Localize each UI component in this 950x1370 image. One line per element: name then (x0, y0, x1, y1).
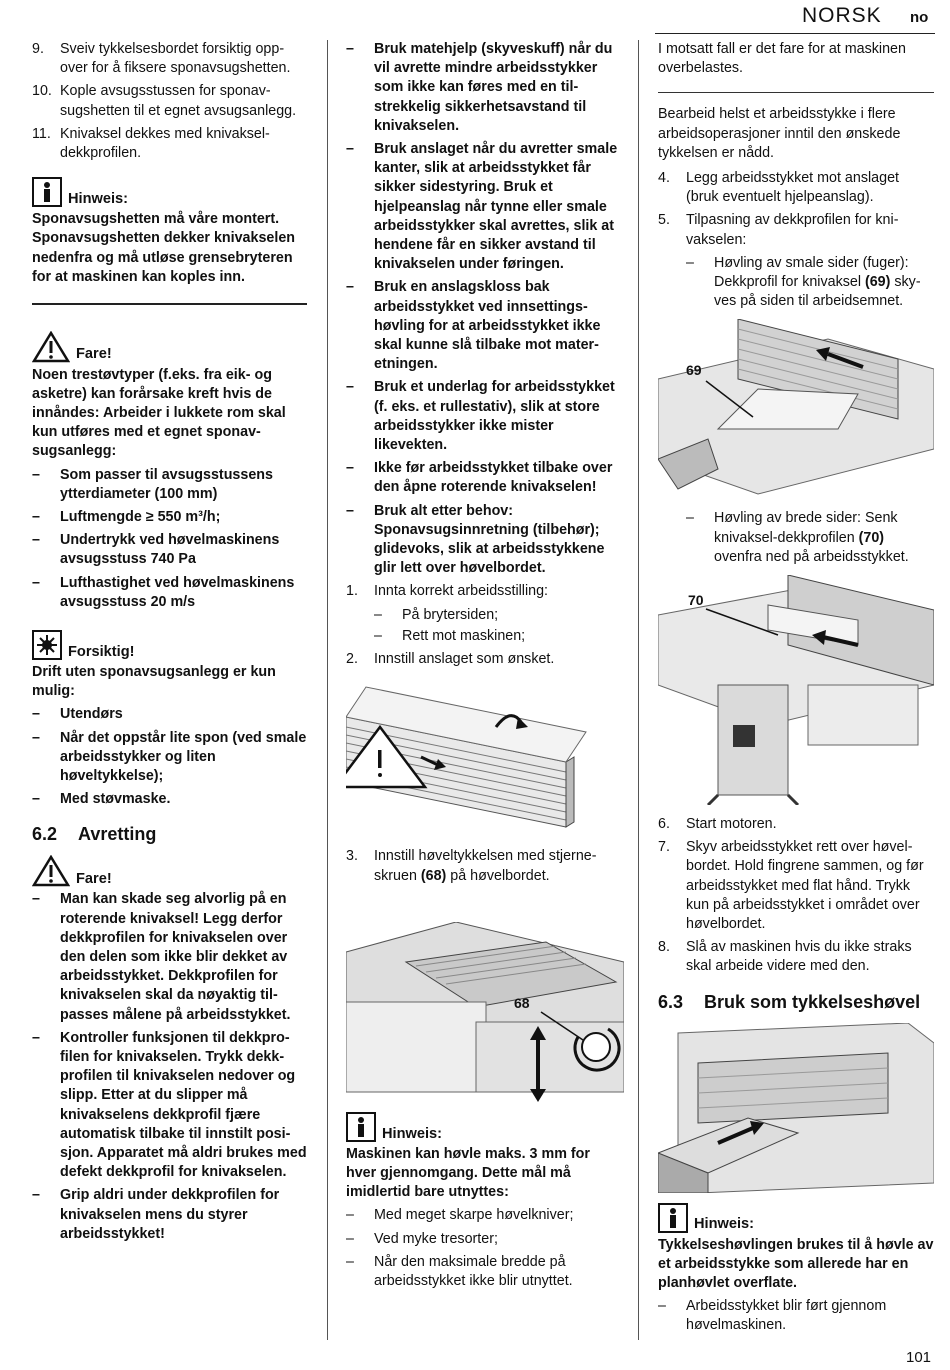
figure-wide-side-guard (658, 575, 934, 805)
info-icon (32, 177, 62, 207)
section-heading-6-2: 6.2 Avretting (32, 824, 157, 845)
step-1: 1. Innta korrekt arbeidsstilling: (346, 583, 549, 600)
intro-text: I motsatt fall er det fare for at maskinen overbelastes. (658, 41, 906, 77)
step-2: 2. Innstill anslaget som ønsket. (346, 651, 555, 668)
divider (658, 92, 934, 93)
step-10: 10. Kople avsugsstussen for sponavsugshetten til et egnet avsugsanlegg. (32, 83, 297, 119)
column-3: I motsatt fall er det fare for at maskinen overbelastes. Bearbeid helst et arbeidsstykke i flere arbeidsoperasjoner inntil den ønskede tykkelsen er nådd. 4. Legg arbeidsstykket mot anslaget (bruk eventuelt hjelpeanslag). 5. Tilpasning av dekkprofilen for knivakselen: – Høvling av smale sider (fuger): Dekkprofil for knivaksel (69) skyves på siden til arbeidsemnet. 69 – Høvling av brede sider: Senk knivaksel-dekkprofilen (70) ovenfra ned på arbeidsstykket. 70 6. Start motoren. 7. Skyv arbeidsstykket rett over høvelbordet. Hold fingrene sammen, og før arbeidsstykket med flat hånd. Trykk kun på arbeidsstykket i området over høvelbordet. 8. Slå av maskinen hvis du ikke straks skal arbeide videre med den. 6.3 Bruk som tykkelseshøvel Hinweis: Tykkelseshøvlingen brukes til å høvle av et arbeidsstykke som allerede har en planhøvlet overflate. – Arbeidsstykket blir ført gjennom høvelmaskinen. (658, 40, 934, 1340)
callout-68: 68 (514, 994, 530, 1011)
column-divider (638, 40, 639, 1340)
figure-narrow-side-guard (658, 319, 934, 499)
step-9: 9. Sveiv tykkelsesbordet forsiktig oppover for å fiksere sponavsugshetten. (32, 41, 291, 77)
info-icon (658, 1203, 688, 1233)
header-language: no (910, 9, 929, 26)
note-hinweis-2: Hinweis: Maskinen kan høvle maks. 3 mm for hver gjennomgang. Dette mål må imidlertid bare utnyttes: – Med meget skarpe høvelkniver; – Ved myke tresorter; – Når den maksimale bredde på arbeidsstykket ikke blir utnyttet. (346, 1112, 624, 1291)
figure-thicknessing (658, 1023, 934, 1193)
warning-fare-2: Fare! – Man kan skade seg alvorlig på en roterende knivaksel! Legg derfor dekkprofilen for knivakselen over den delen som ikke blir dekket av arbeidsstykket. Dekkprofilen for knivakselen skal da nøyaktig tilpasses målene på arbeidsstykket. – Kontroller funksjonen til dekkprofilen for knivakselen. Trykk dekkprofilen til knivakselen nedover og slipp. Etter at du slipper må knivakselens dekkprofil fjære automatisk tilbake til innstilt posisjon. Apparatet må aldri brukes med defekt dekkprofil for knivakselen. – Grip aldri under dekkprofilen for knivakselen mens du styrer arbeidsstykket! (32, 855, 307, 1244)
callout-69: 69 (686, 362, 702, 379)
warning-triangle-icon (32, 855, 70, 887)
figure-thickness-knob (346, 922, 624, 1102)
step-11: 11. Knivaksel dekkes med knivakseldekkprofilen. (32, 125, 270, 162)
column-2: – Bruk matehjelp (skyveskuff) når du vil avrette mindre arbeidsstykker som ikke kan føres med en tilstrekkelig sikkerhetsavstand til knivakselen. – Bruk anslaget når du avretter smale kanter, slik at arbeidsstykket får sikker sidestyring. Bruk et hjelpeanslag når tynne eller smale arbeidsstykker skal avrettes, slik at hendene får en sikker avstand til knivakselen under føringen. – Bruk en anslagskloss bak arbeidsstykket ved innsettingshøvling for at arbeidsstykket ikke skal kunne slå tilbake mot materetningen. – Bruk et underlag for arbeidsstykket (f. eks. et rullestativ), slik at store arbeidsstykker ikke mister likevekten. – Ikke før arbeidsstykket tilbake over den åpne roterende knivakselen! – Bruk alt etter behov: Sponavsugsinnretning (tilbehør); glidevoks, slik at arbeidsstykkene glir lett over høvelbordet. 1. Innta korrekt arbeidsstilling: – På brytersiden; – Rett mot maskinen; 2. Innstill anslaget som ønsket. 3. Innstill høveltykkelsen med stjerneskruen (68) på høvelbordet. 68 Hinweis: Maskinen kan høvle maks. 3 mm for hver gjennomgang. Dette mål må imidlertid bare utnyttes: – Med meget skarpe høvelkniver; – Ved myke tresorter; – Når den maksimale bredde på arbeidsstykket ikke blir utnyttet. (346, 40, 624, 1295)
divider (32, 303, 307, 305)
header-rule (655, 33, 935, 34)
caution-icon (32, 630, 62, 660)
caution-forsiktig: Forsiktig! Drift uten sponavsugsanlegg er kun mulig: – Utendørs – Når det oppstår lite spon (ved smale arbeidsstykker og liten høveltykkelse); – Med støvmaske. (32, 630, 307, 809)
page-number: 101 (906, 1349, 932, 1366)
note-hinweis-1: Hinweis: Sponavsugshetten må våre montert. Sponavsugshetten dekker knivakselen nedenfra og må utløse grensebryteren for at maskinen kan koples inn. (32, 177, 307, 287)
figure-fence-adjustment (346, 677, 624, 837)
warning-fare-1: Fare! Noen trestøvtyper (f.eks. fra eik- og asketre) kan forårsake kreft hvis de innåndes: Arbeider i lukkete rom skal kun utføres med et egnet sponavsugsanlegg: – Som passer til avsugsstussens ytterdiameter (100 mm) – Luftmengde ≥ 550 m³/h; – Undertrykk ved høvelmaskinens avsugsstuss 740 Pa – Lufthastighet ved høvelmaskinens avsugsstuss 20 m/s (32, 331, 307, 612)
info-icon (346, 1112, 376, 1142)
column-1 (32, 40, 307, 1248)
callout-70: 70 (688, 592, 704, 609)
note-hinweis-3: Hinweis: Tykkelseshøvlingen brukes til å høvle av et arbeidsstykke som allerede har en planhøvlet overflate. – Arbeidsstykket blir ført gjennom høvelmaskinen. (658, 1203, 934, 1336)
step-3: 3. Innstill høveltykkelsen med stjerneskruen (68) på høvelbordet. (346, 848, 597, 884)
paragraph: Bearbeid helst et arbeidsstykke i flere arbeidsoperasjoner inntil den ønskede tykkelsen er nådd. (658, 106, 901, 161)
warning-triangle-icon (32, 331, 70, 363)
section-heading-6-3: 6.3 Bruk som tykkelseshøvel (658, 991, 921, 1012)
header-title: NORSK (802, 4, 882, 27)
column-divider (327, 40, 328, 1340)
